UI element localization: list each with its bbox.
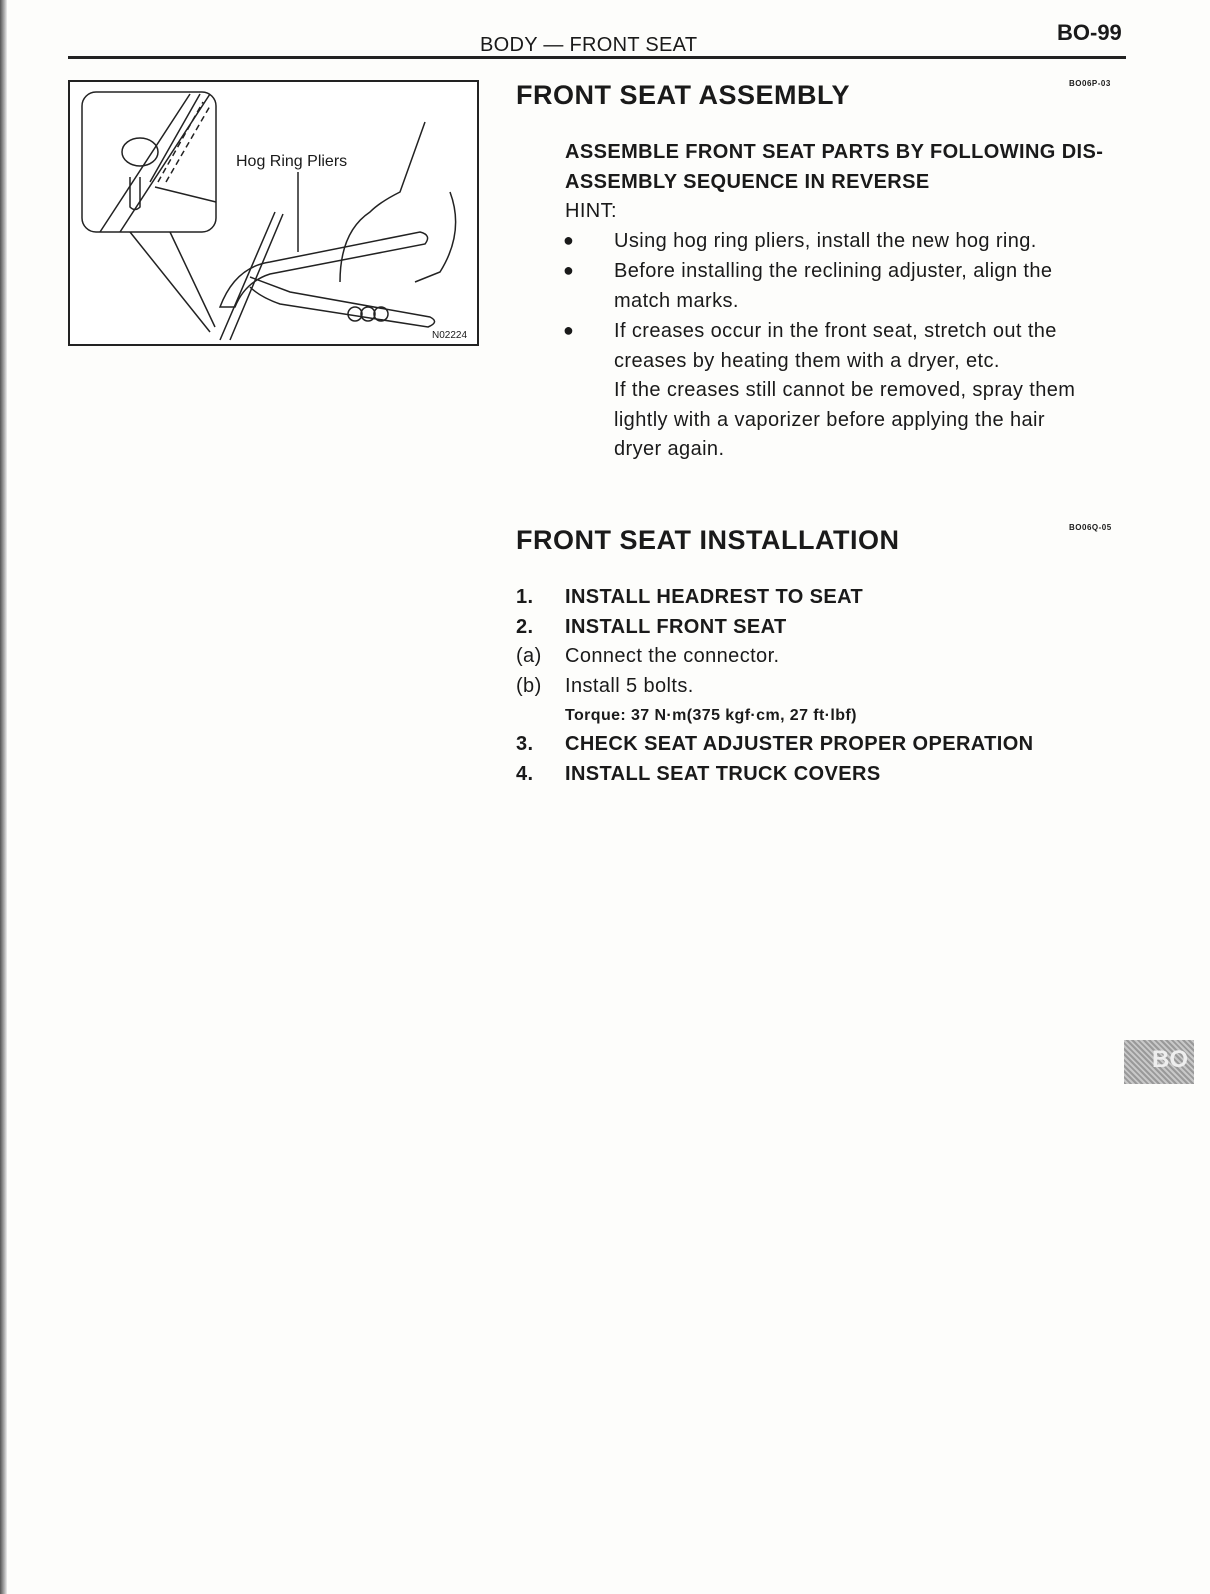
step-2 xyxy=(516,613,1116,643)
hint-line: creases by heating them with a dryer, etc. xyxy=(614,349,1000,372)
torque-spec xyxy=(516,701,1116,730)
bullet-icon: ● xyxy=(563,260,574,280)
page-edge xyxy=(0,0,7,1594)
figure-code: N02224 xyxy=(432,330,468,341)
step-text: Connect the connector. xyxy=(565,645,780,668)
hint-line: match marks. xyxy=(614,289,739,312)
step-number: 1. xyxy=(516,586,534,608)
hint-1 xyxy=(614,227,1037,257)
step-number: 3. xyxy=(516,733,534,756)
hint-line: If the creases still cannot be removed, spray them xyxy=(614,379,1076,402)
hog-ring-pliers-figure xyxy=(68,80,479,346)
step-text: Torque: 37 N·m(375 kgf·cm, 27 ft·lbf) xyxy=(565,707,857,725)
step-2a xyxy=(516,642,1116,672)
hint-line: Using hog ring pliers, install the new hog ring. xyxy=(614,230,1037,252)
step-2b xyxy=(516,672,1116,702)
hint-line: If creases occur in the front seat, stretch out the xyxy=(614,320,1057,342)
step-text: INSTALL HEADREST TO SEAT xyxy=(565,586,864,608)
assembly-title: FRONT SEAT ASSEMBLY xyxy=(516,80,851,110)
step-4 xyxy=(516,760,1116,790)
step-number: (b) xyxy=(516,674,542,697)
figure-label: Hog Ring Pliers xyxy=(236,153,348,170)
bullet-icon: ● xyxy=(563,320,574,340)
step-number: 4. xyxy=(516,762,534,785)
section-header: BODY — FRONT SEAT xyxy=(480,34,698,56)
section-tab: BO xyxy=(1124,1040,1194,1084)
step-text: CHECK SEAT ADJUSTER PROPER OPERATION xyxy=(565,733,1034,756)
pliers-illustration xyxy=(70,82,477,344)
step-3 xyxy=(516,730,1116,760)
step-text: Install 5 bolts. xyxy=(565,674,694,697)
bullet-icon: ● xyxy=(563,230,574,250)
hint-line: Before installing the reclining adjuster, align the xyxy=(614,260,1053,282)
hint-2 xyxy=(614,257,1052,316)
installation-code: BO06Q-05 xyxy=(1069,523,1112,532)
hint-label: HINT: xyxy=(565,200,617,222)
assembly-instruction-2: ASSEMBLY SEQUENCE IN REVERSE xyxy=(565,171,930,193)
step-number xyxy=(516,701,565,730)
step-text: INSTALL FRONT SEAT xyxy=(565,615,787,638)
page-number: BO-99 xyxy=(1057,20,1122,45)
hint-line: lightly with a vaporizer before applying the hair xyxy=(614,408,1045,431)
installation-title: FRONT SEAT INSTALLATION xyxy=(516,525,900,555)
hint-line: dryer again. xyxy=(614,438,725,461)
hint-3 xyxy=(614,317,1075,465)
step-text: INSTALL SEAT TRUCK COVERS xyxy=(565,762,881,785)
step-number: (a) xyxy=(516,645,542,668)
step-1 xyxy=(516,583,1116,613)
header-rule xyxy=(68,56,1126,59)
assembly-instruction-1: ASSEMBLE FRONT SEAT PARTS BY FOLLOWING DIS- xyxy=(565,141,1104,163)
assembly-code: BO06P-03 xyxy=(1069,79,1111,88)
step-number: 2. xyxy=(516,615,534,638)
installation-steps xyxy=(516,583,1116,790)
